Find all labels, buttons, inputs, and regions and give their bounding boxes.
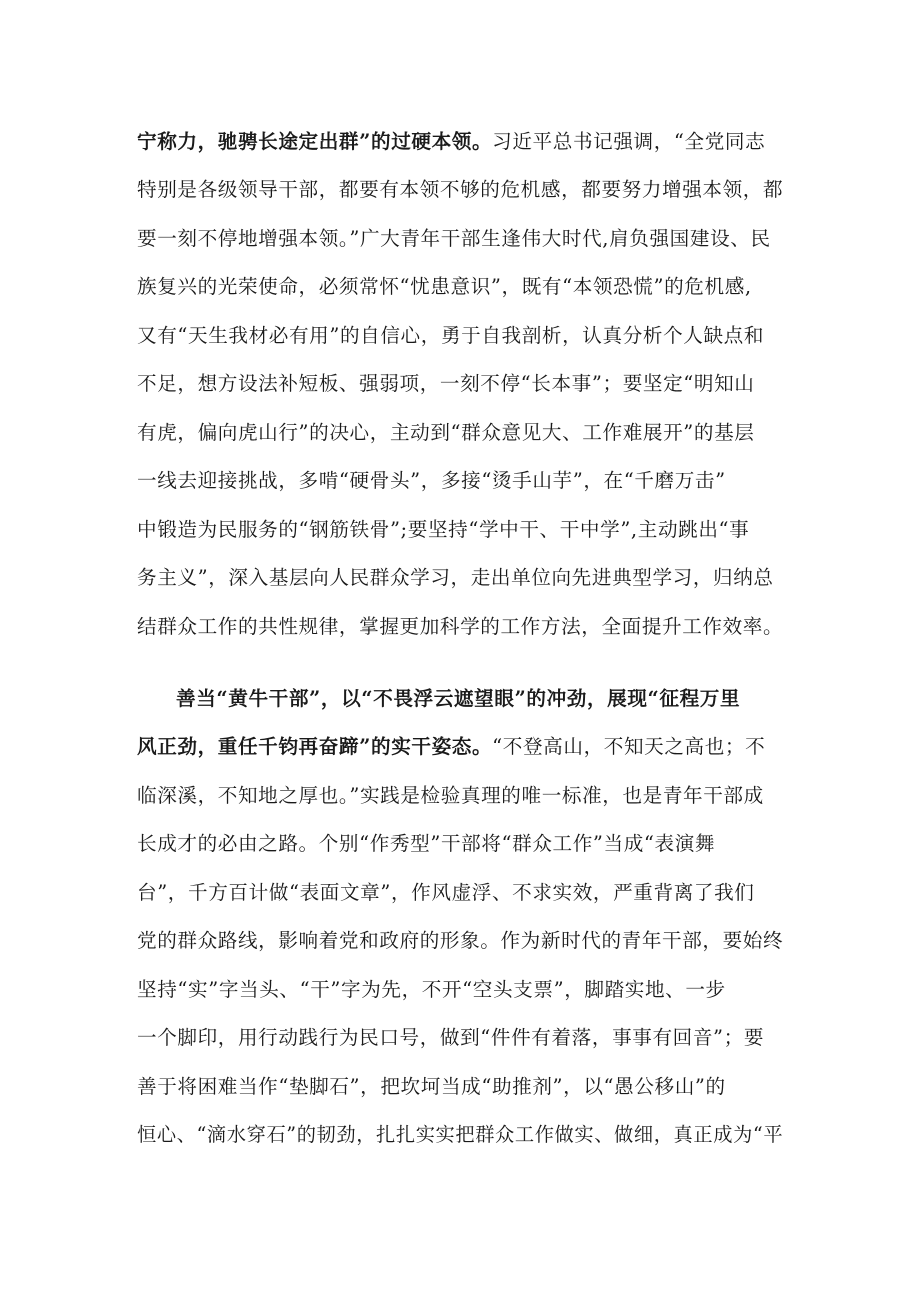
- body-text: 临深溪，不知地之厚也。”实践是检验真理的唯一标准，也是青年干部成: [137, 784, 764, 807]
- text-line: [137, 372, 754, 396]
- body-text: 恒心、“滴水穿石”的韧劲，扎扎实实把群众工作做实、做细，真正成为“平: [137, 1123, 784, 1146]
- body-text: 要一刻不停地增强本领。”广大青年干部生逢伟大时代,肩负强国建设、民: [137, 227, 771, 250]
- body-text: 族复兴的光荣使命，必须常怀“忧患意识”，既有“本领恐慌”的危机感,: [137, 275, 752, 298]
- text-line: [137, 978, 726, 1002]
- text-line: [137, 275, 752, 299]
- body-text: 长成才的必由之路。个别“作秀型”干部将“群众工作”当成“表演舞: [137, 832, 716, 855]
- body-text: 坚持“实”字当头、“干”字为先，不开“空头支票”，脚踏实地、一步: [137, 978, 726, 1001]
- body-text: 一个脚印，用行动践行为民口号，做到“件件有着落，事事有回音”；要: [137, 1026, 765, 1049]
- text-line: [137, 615, 783, 639]
- text-line: [137, 227, 771, 251]
- bold-text: 风正劲，重任千钧再奋蹄”的实干姿态。: [137, 735, 493, 758]
- text-line: [137, 178, 783, 202]
- body-text: 又有“天生我材必有用”的自信心，勇于自我剖析，认真分析个人缺点和: [137, 324, 765, 347]
- text-line: [137, 735, 765, 759]
- text-line: [137, 1026, 764, 1050]
- text-line: [137, 1075, 726, 1099]
- text-line: [137, 1123, 783, 1147]
- body-text: “不登高山，不知天之高也；不: [492, 735, 766, 758]
- text-line: [137, 929, 783, 953]
- body-text: 善于将困难当作“垫脚石”，把坎坷当成“助推剂”，以“愚公移山”的: [137, 1075, 726, 1098]
- body-text: 习近平总书记强调，“全党同志: [492, 130, 766, 153]
- body-text: 中锻造为民服务的“钢筋铁骨”;要坚持“学中干、干中学”,主动跳出“事: [137, 518, 750, 541]
- text-line: [137, 324, 764, 348]
- body-text: 一线去迎接挑战，多啃“硬骨头”，多接“烫手山芋”，在“千磨万击”: [137, 469, 726, 492]
- body-text: 结群众工作的共性规律，掌握更加科学的工作方法，全面提升工作效率。: [137, 615, 784, 638]
- body-text: 不足，想方设法补短板、强弱项，一刻不停“长本事”；要坚定“明知山: [137, 372, 755, 395]
- body-text: 有虎，偏向虎山行”的决心，主动到“群众意见大、工作难展开”的基层: [137, 421, 755, 444]
- body-text: 台”，千方百计做“表面文章”，作风虚浮、不求实效，严重背离了我们: [137, 881, 755, 904]
- text-line: [137, 469, 726, 493]
- bold-text: 善当“黄牛干部”，以“不畏浮云遮望眼”的冲劲，展现“征程万里: [176, 687, 741, 710]
- text-line: [137, 518, 749, 542]
- text-line: [176, 687, 740, 711]
- text-line: [137, 566, 774, 590]
- bold-text: 宁称力，驰骋长途定出群”的过硬本领。: [137, 130, 493, 153]
- text-line: [137, 881, 754, 905]
- text-line: [137, 421, 754, 445]
- body-text: 党的群众路线，影响着党和政府的形象。作为新时代的青年干部，要始终: [137, 929, 784, 952]
- body-text: 务主义”，深入基层向人民群众学习，走出单位向先进典型学习，归纳总: [137, 566, 774, 589]
- body-text: 特别是各级领导干部，都要有本领不够的危机感，都要努力增强本领，都: [137, 178, 784, 201]
- text-line: [137, 130, 765, 154]
- text-line: [137, 784, 764, 808]
- text-line: [137, 832, 715, 856]
